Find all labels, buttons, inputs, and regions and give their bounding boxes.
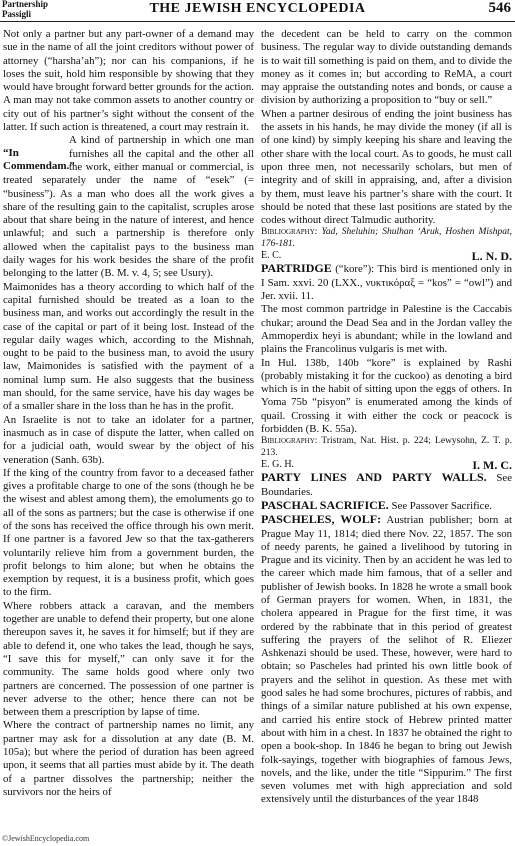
bibliography-text: Tristram, Nat. Hist. p. 224; Lewysohn, Z. T. p. 213. [261,436,512,458]
entry-paschal-sacrifice [261,499,512,513]
page-title: THE JEWISH ENCYCLOPEDIA [149,1,366,16]
copyright-footer[interactable]: ©JewishEncyclopedia.com [2,834,90,843]
left-column [3,28,254,799]
paragraph: the decedent can be held to carry on the common business. The regular way to divide outstanding demands is to wait till something is paid on them, and to divide the money as it comes in; but according to ReMA, a court may appraise the outstanding notes and bonds, or cause a division by authorizing a proposition to “buy or sell.” [261,28,512,107]
entry-title: PASCHAL SACRIFICE. [261,497,389,512]
entry-pascheles [261,513,512,807]
paragraph: A man may not take common assets to another country or city out of his partner’s sight without the consent of the latter. If such action is threatened, a court may restrain it. [3,94,254,134]
paragraph: Where robbers attack a caravan, and the members together are unable to defend their property, but one alone thereupon saves it, he saves it for himself; but if they are able to defend it, one who takes the lead, though he says, “I save this for myself,” can only save it for the community. The same holds good where only two partners are concerned. The possession of one partner is never adverse to the other; hence there can not be between them a prescription by lapse of time. [3,599,254,719]
bibliography-label: Bibliography: [261,227,318,238]
cross-reference-link[interactable]: See Boundaries. [261,472,512,498]
entry-party-lines [261,471,512,499]
entry-title: PASCHELES, WOLF: [261,512,382,527]
running-head-last: Passigli [2,8,32,19]
bibliography-label: Bibliography: [261,436,318,447]
paragraph: The most common partridge in Palestine is the Caccabis chukar; around the Dead Sea and in the Jordan valley the Ammoperdix heyi is abundant; while in the lowland and plains the Francolinus vulgaris is met with. [261,303,512,356]
bibliography [261,227,512,250]
bibliography-text: Yad, Sheluhin; Shulhan ‘Aruk, Hoshen Mishpat, 176-181. [261,227,512,249]
paragraph: Not only a partner but any part-owner of a demand may sue in the name of all the joint creditors without power of attorney (“harsha’ah”); nor can his companions, if he loses the suit, hold him responsible by showing that they would have brought forward better grounds for the action. [3,28,254,94]
side-heading: “In Commendam.” [3,147,75,173]
running-head-first: Partnership [2,0,48,9]
entry-title: PARTY LINES AND PARTY WALLS. [261,470,487,485]
header-rule [0,21,515,22]
page-number: 546 [488,0,511,16]
author-initials: I. M. C. [472,458,512,473]
entry-title: PARTRIDGE [261,261,332,276]
author-initials: L. N. D. [471,249,512,264]
entry-text: Austrian publisher; born at Prague May 11, 1814; died there Nov. 22, 1857. The son of needy parents, he gained a livelihood by tutoring in Prague and its vicinity. Then by an accident he was led to the career which made him famous, that of a seller and publisher of Jewish books. In 1828 he wrote a small book of German prayers for women. When, in 1831, the cholera appeared in Prague for the first time, it was ordered by the rabbinate that in this period of greatest suffering the prayers of the selihot of R. Eliezer Ashkenazi should be used. These, however, were hard to obtain; so Pascheles had printed his own little book of prayers and the selihot in question. As these met with good sales he had some brochures, pictures of rabbis, and things of a similar nature published at his own expense, and carried his entire stock of Hebrew printed matter about with him in a chest. In 1837 he obtained the right to open a book-shop. In 1846 he began to bring out Jewish folk-sayings, together with biographies of famous Jews, novels, and the like, under the title “Sippurim.” The first seven volumes met with high appreciation and sold extensively until the disturbances of the year 1848 [261,514,512,806]
paragraph: Where the contract of partnership names no limit, any partner may ask for a dissolution at any date (B. M. 105a); but where the period of duration has been agreed upon, it seems that all parties must abide by it. The death of a partner dissolves the partnership; neither the survivors nor the heirs of [3,719,254,798]
paragraph: If the king of the country from favor to a deceased father gives a profitable charge to one of the sons (though he be the wisest and ablest among them), the emoluments go to all of the sons as partners; but the case is otherwise if one of the sons has received the office through his own merit. If one partner is a favored Jew so that the tax-gatherers voluntarily relieve him from a government burden, the profit belongs to him alone; but when he obtains the exemption by request, it is a business profit, which goes to the firm. [3,466,254,599]
signature-initials-left: E. G. H. [261,459,295,471]
page-header [0,0,515,22]
cross-reference-link[interactable]: See Passover Sacrifice. [391,499,492,512]
paragraph: Maimonides has a theory according to which half of the capital furnished should be treated as a loan to the business man, and works out accordingly the result in the case of the capital or part of it being lost. Instead of the regular daily wages which, according to the Mishnah, ought to be paid to the business man, to avoid the usury law, Maimonides is satisfied with the payment of a nominal lump sum. He also suggests that the business man should, for the same service, have his day wages be of a smaller share in the loss than he has in the profit. [3,280,254,413]
entry-partridge [261,262,512,303]
signature-initials-left: E. C. [261,250,282,262]
bibliography [261,436,512,459]
paragraph: A kind of partnership in which one man furnishes all the capital and the other all the work, either manual or commercial, is treated separately under the name of “esek” (= “business”). As a man who does all the work gives a share of the resulting gain to the capitalist, scruples arose about that share being in the nature of interest, and hence unlawful; and such a partnership is therefore only allowed when the capitalist pays to the business man daily wages for his work besides the share of the profit belonging to the latter (B. M. v. 4, 5; see Usury). [3,134,254,280]
paragraph: An Israelite is not to take an idolater for a partner, inasmuch as in case of dispute the latter, when called on for a judicial oath, would swear by the object of his veneration (Sanh. 63b). [3,413,254,466]
paragraph: In Hul. 138b, 140b “kore” is explained by Rashi (probably mistaking it for the cuckoo) as denoting a bird which is in the habit of sitting upon the eggs of others. In Yoma 75b “pisyon” is enumerated among the kinds of quail. Crossing it with either the cock or peacock is forbidden (B. K. 55a). [261,356,512,436]
right-column [261,28,512,807]
entry-text: (“kore”): This bird is mentioned only in I Sam. xxvi. 20 (LXX., νυκτικόραξ = “kos” = “owl”) and Jer. xvii. 11. [261,263,512,303]
paragraph: When a partner desirous of ending the joint business has the assets in his hands, he may divide the money (if all is of one kind) by simply keeping his share and leaving the other share with the local court. As to goods, he must call upon three men, not necessarily scholars, but men of integrity and of skill in appraising, and, after a division by them, must leave his partner’s share with the court. It should be noted that these last positions are stated by the codes without direct Talmudic authority. [261,107,512,227]
